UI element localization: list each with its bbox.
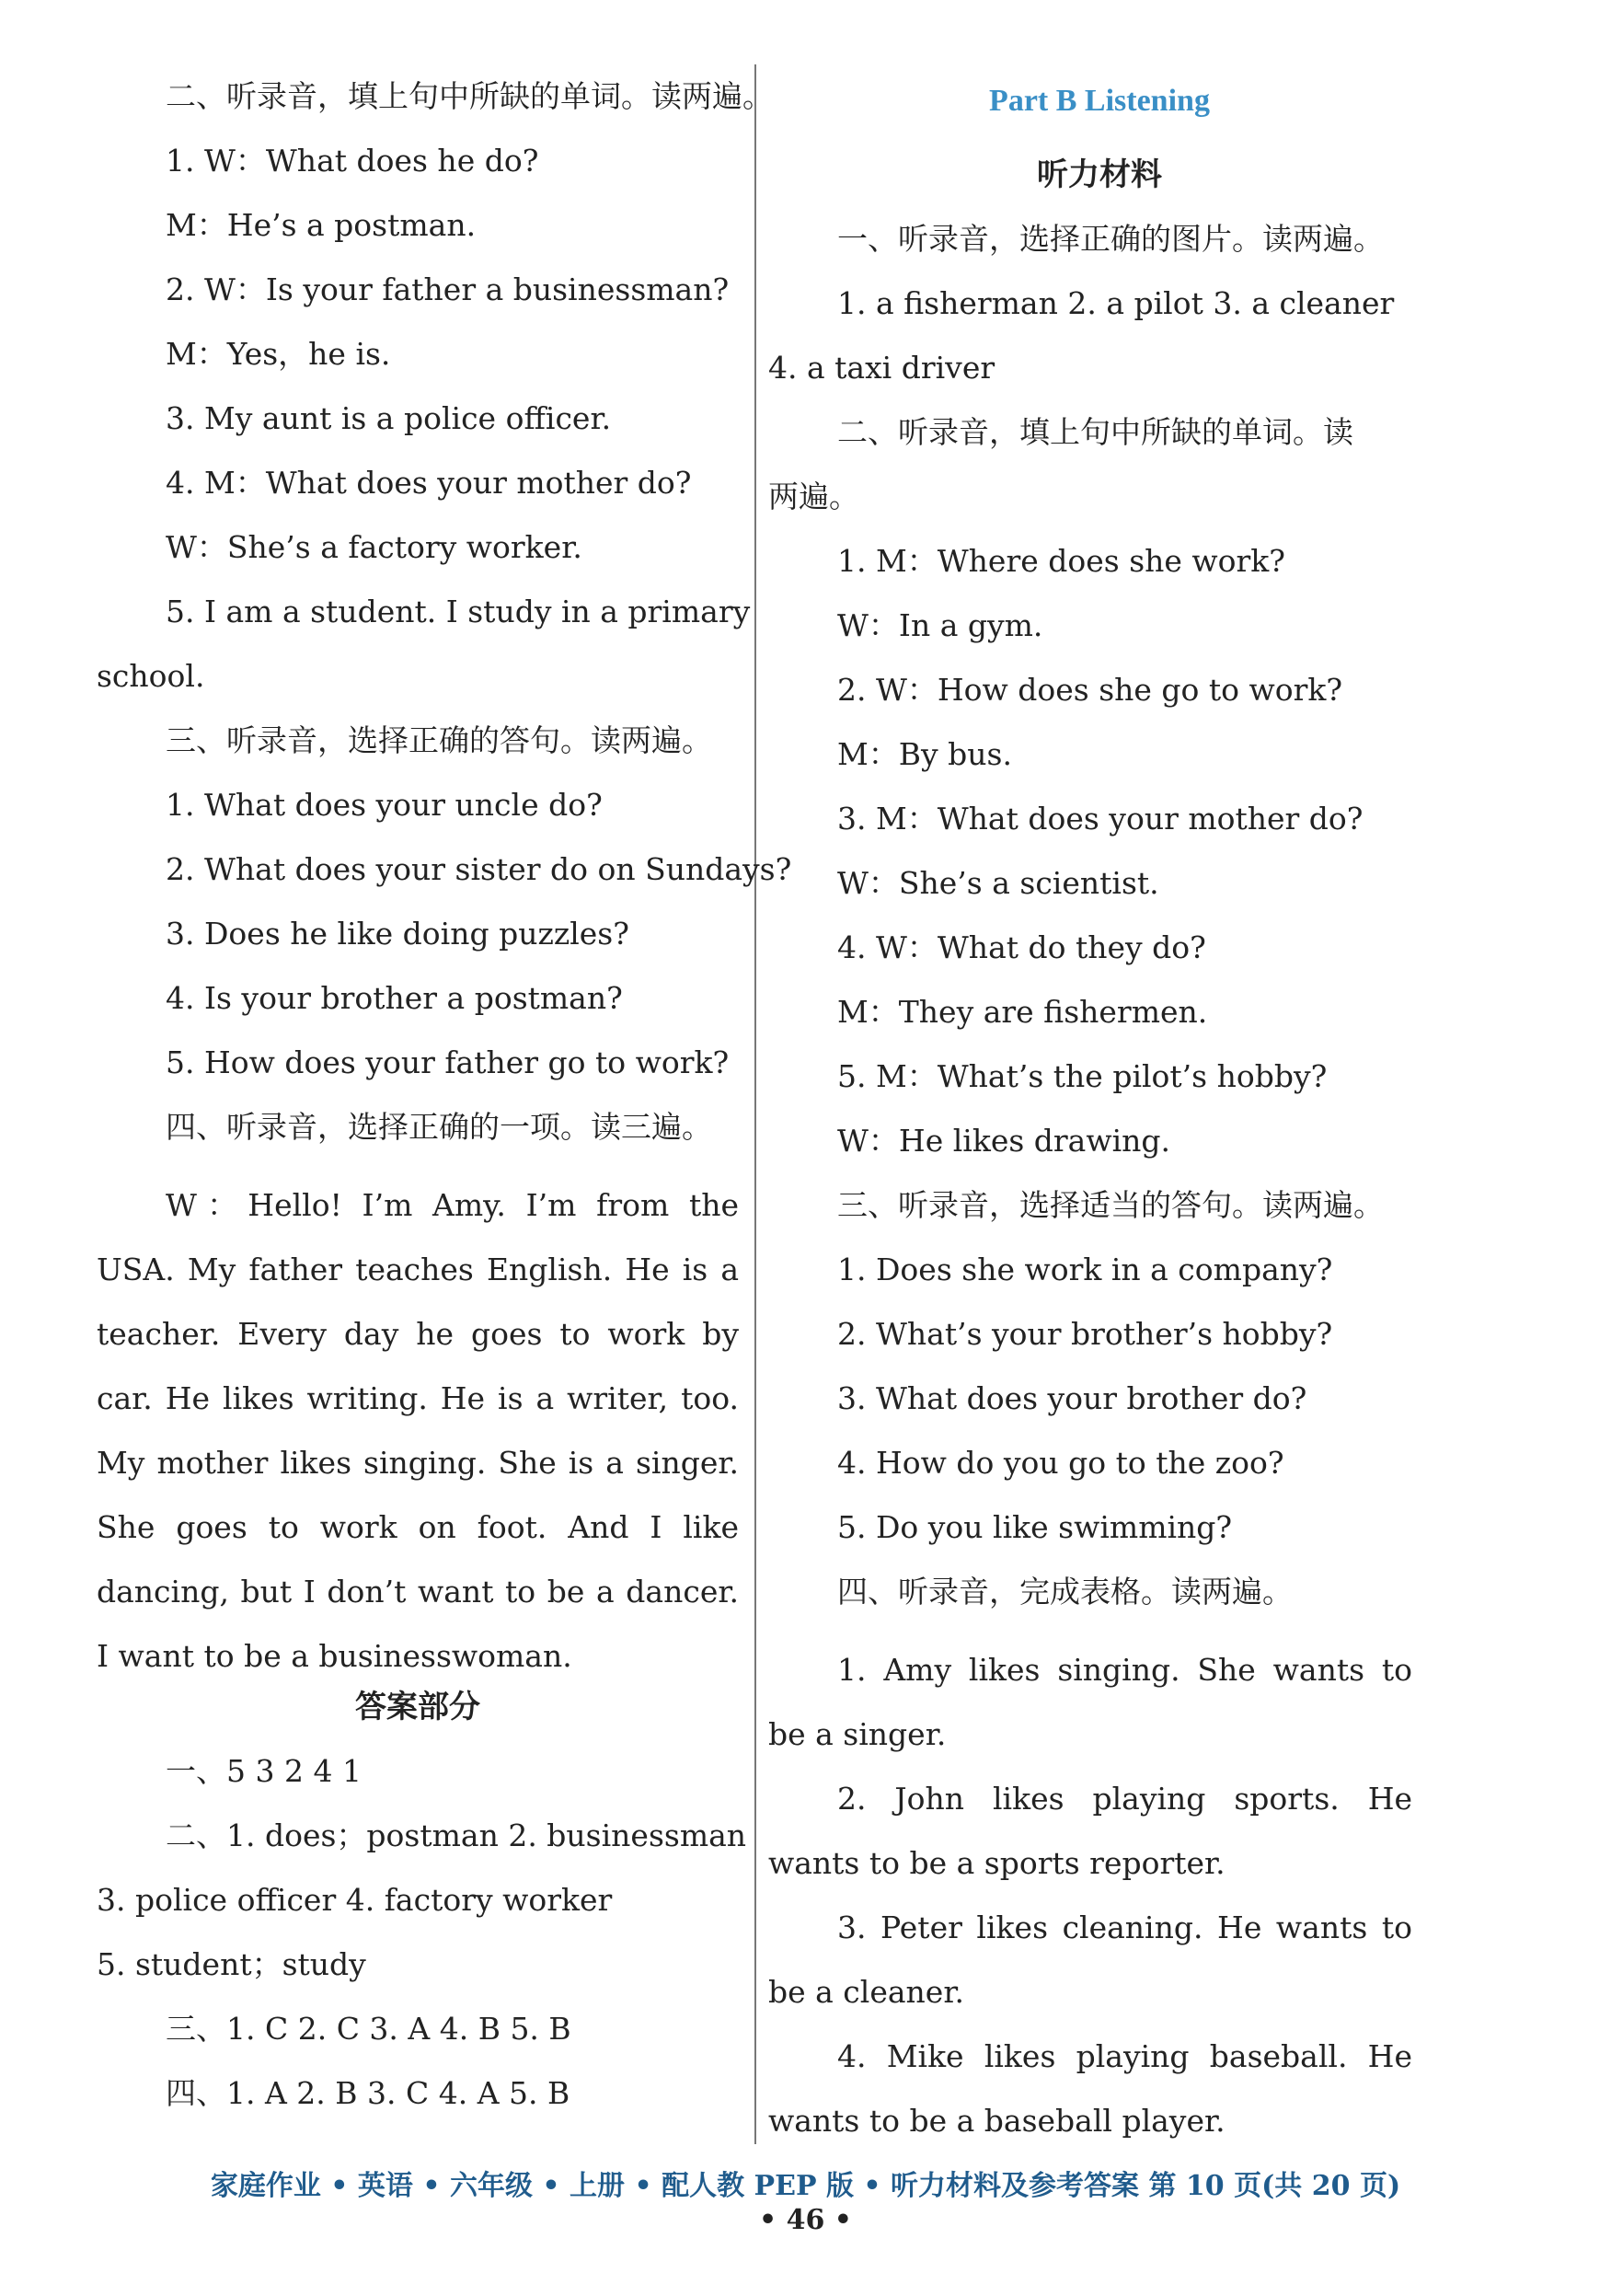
section-heading: 二、听录音，填上句中所缺的单词。读 (837, 414, 1353, 450)
text-line: 1. Does she work in a company? (837, 1252, 1333, 1287)
text-line: 1. a fisherman 2. a pilot 3. a cleaner (837, 285, 1395, 321)
text-line: 两遍。 (768, 479, 859, 514)
section-heading: 二、听录音，填上句中所缺的单词。读两遍。 (166, 78, 773, 114)
text-line: 4. a taxi driver (768, 350, 995, 386)
answer-line: 3. police officer 4. factory worker (97, 1882, 613, 1918)
paragraph: 2. John likes playing sports. He wants to be a sports reporter. (768, 1781, 1412, 1881)
section-heading: 三、听录音，选择正确的答句。读两遍。 (166, 722, 712, 758)
text-line: M：They are fishermen. (837, 994, 1208, 1030)
part-title: Part B Listening (989, 84, 1210, 118)
text-line: 5. How does your father go to work? (166, 1044, 730, 1080)
text-line: school. (97, 658, 205, 694)
text-line: M：He’s a postman. (166, 207, 477, 243)
text-line: 5. M：What’s the pilot’s hobby? (837, 1058, 1328, 1094)
answer-heading: 答案部分 (355, 1689, 480, 1725)
passage: W：Hello! I’m Amy. I’m from the USA. My father teaches English. He is a teacher. Every day he goes to work by car. He likes writing. He is a writer, too. My mother likes singing. She is a singer. She goes to work on foot. And I like dancing, but I don’t want to be a dancer. I want to be a businesswoman. (97, 1187, 739, 1674)
section-heading: 四、听录音，选择正确的一项。读三遍。 (166, 1109, 712, 1145)
answer-line: 四、1. A 2. B 3. C 4. A 5. B (166, 2075, 570, 2111)
text-line: W：He likes drawing. (837, 1123, 1171, 1159)
text-line: 3. What does your brother do? (837, 1380, 1307, 1416)
answer-line: 三、1. C 2. C 3. A 4. B 5. B (166, 2011, 571, 2047)
section-heading: 一、听录音，选择正确的图片。读两遍。 (837, 221, 1384, 257)
text-line: 3. Does he like doing puzzles? (166, 916, 629, 952)
text-line: W：She’s a scientist. (837, 865, 1159, 901)
text-line: 2. W：How does she go to work? (837, 672, 1343, 708)
text-line: W：She’s a factory worker. (166, 529, 582, 565)
column-divider (754, 64, 756, 2144)
text-line: M：By bus. (837, 736, 1012, 772)
material-heading: 听力材料 (1037, 156, 1162, 193)
text-line: 3. My aunt is a police officer. (166, 400, 612, 436)
text-line: 2. What does your sister do on Sundays? (166, 851, 792, 887)
text-line: 2. W：Is your father a businessman? (166, 271, 730, 307)
text-line: 5. I am a student. I study in a primary (166, 594, 751, 629)
text-line: 1. W：What does he do? (166, 143, 539, 179)
text-line: 4. How do you go to the zoo? (837, 1445, 1284, 1481)
text-line: 5. Do you like swimming? (837, 1509, 1233, 1545)
text-line: M：Yes，he is. (166, 336, 391, 372)
text-line: 1. M：Where does she work? (837, 543, 1285, 579)
text-line: 4. Is your brother a postman? (166, 980, 623, 1016)
text-line: 2. What’s your brother’s hobby? (837, 1316, 1333, 1352)
paragraph: 4. Mike likes playing baseball. He wants to be a baseball player. (768, 2038, 1412, 2139)
paragraph: 3. Peter likes cleaning. He wants to be a cleaner. (768, 1909, 1412, 2010)
answer-line: 一、5 3 2 4 1 (166, 1753, 362, 1789)
text-line: 1. What does your uncle do? (166, 787, 603, 823)
text-line: W：In a gym. (837, 607, 1043, 643)
section-heading: 三、听录音，选择适当的答句。读两遍。 (837, 1187, 1384, 1223)
paragraph: 1. Amy likes singing. She wants to be a singer. (768, 1652, 1412, 1752)
text-line: 4. M：What does your mother do? (166, 465, 692, 501)
section-heading: 四、听录音，完成表格。读两遍。 (837, 1574, 1293, 1610)
page-number: • 46 • (759, 2204, 852, 2236)
text-line: 4. W：What do they do? (837, 929, 1206, 965)
answer-line: 二、1. does；postman 2. businessman (166, 1817, 747, 1853)
page-footer: 家庭作业 • 英语 • 六年级 • 上册 • 配人教 PEP 版 • 听力材料及参考答案 第 10 页(共 20 页) (210, 2170, 1401, 2202)
answer-line: 5. student；study (97, 1946, 366, 1982)
text-line: 3. M：What does your mother do? (837, 801, 1364, 836)
